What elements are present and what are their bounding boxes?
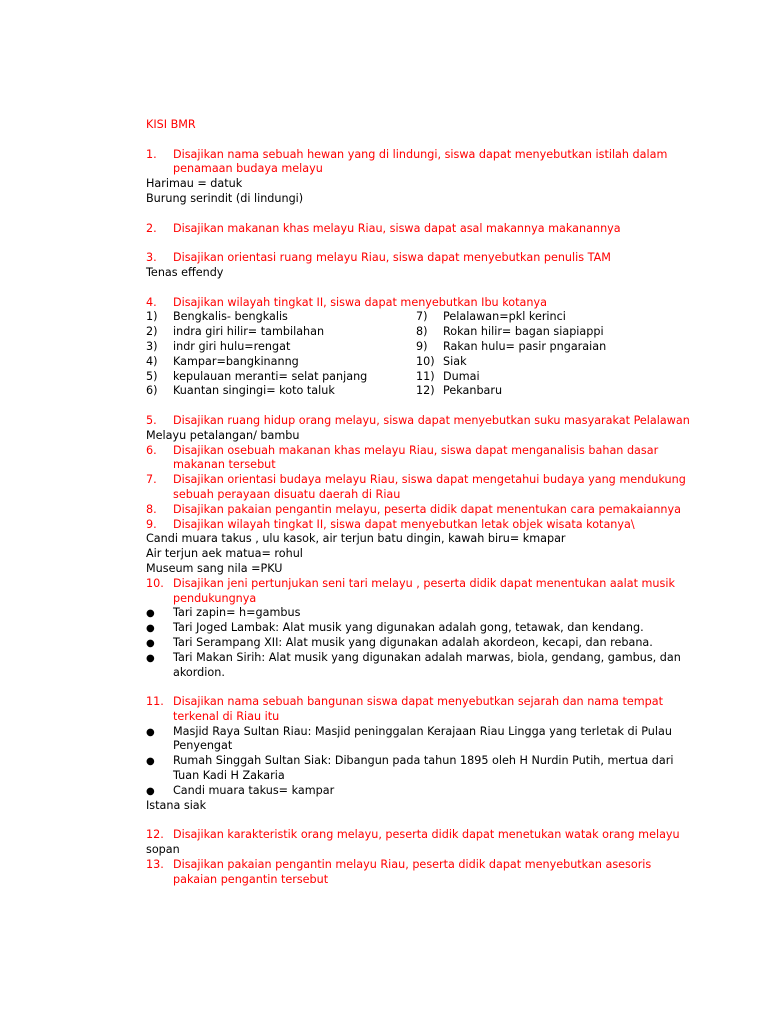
question-9 (146, 518, 666, 533)
question-7 (146, 473, 686, 488)
bullet-item-continued: Penyengat (173, 739, 233, 753)
list-item (146, 340, 367, 355)
spacer (146, 281, 666, 296)
bullet-item (146, 784, 666, 799)
list-text: indra giri hilir= tambilahan (173, 325, 325, 339)
question-2 (146, 222, 666, 237)
bullet-text: Tari Joged Lambak: Alat musik yang digunakan adalah gong, tetawak, dan kendang. (173, 621, 644, 635)
question-3 (146, 251, 666, 266)
question-number: 7. (146, 473, 157, 487)
list-number: 1) (146, 310, 158, 324)
list-number: 2) (146, 325, 158, 339)
question-8 (146, 502, 681, 518)
answer-line: Harimau = datuk (146, 177, 243, 191)
question-1 (146, 148, 666, 163)
list-text: Kuantan singingi= koto taluk (173, 384, 335, 398)
question-text: Disajikan osebuah makanan khas melayu Riau, siswa dapat menganalisis bahan dasar (173, 443, 659, 457)
list-number: 10) (416, 354, 435, 368)
list-text: Siak (443, 354, 467, 368)
list-number: 4) (146, 354, 158, 368)
list-text: Bengkalis- bengkalis (173, 310, 288, 324)
regency-capital-list (146, 310, 666, 399)
bullet-icon: ● (146, 652, 155, 664)
list-item (416, 355, 606, 370)
document-page (146, 118, 690, 887)
list-item (146, 325, 367, 340)
list-item (416, 310, 606, 325)
question-6 (146, 444, 666, 459)
question-text: Disajikan karakteristik orang melayu, peserta didik dapat menetukan watak orang melayu (173, 828, 680, 842)
spacer (146, 813, 666, 828)
bullet-icon: ● (146, 608, 155, 620)
bullet-item (146, 636, 666, 651)
question-number: 1. (146, 147, 157, 161)
answer-line: Istana siak (146, 798, 207, 812)
answer-line: Tenas effendy (146, 265, 224, 279)
question-number: 13. (146, 857, 164, 871)
question-13 (146, 858, 666, 873)
spacer (146, 207, 666, 222)
list-number: 6) (146, 384, 158, 398)
bullet-item-continued: Tuan Kadi H Zakaria (173, 769, 285, 783)
question-text: Disajikan orientasi ruang melayu Riau, siswa dapat menyebutkan penulis TAM (173, 251, 611, 265)
bullet-icon: ● (146, 756, 155, 768)
list-item (146, 384, 367, 399)
question-number: 9. (146, 517, 157, 531)
bullet-text: Tari Makan Sirih: Alat musik yang digunakan adalah marwas, biola, gendang, gambus, dan (173, 650, 681, 664)
bullet-item (146, 621, 666, 636)
question-7-continued: sebuah perayaan disuatu daerah di Riau (173, 487, 401, 501)
question-number: 10. (146, 576, 164, 590)
list-text: Dumai (443, 369, 480, 383)
question-number: 3. (146, 251, 157, 265)
list-number: 9) (416, 339, 428, 353)
list-number: 3) (146, 339, 158, 353)
question-number: 8. (146, 502, 157, 516)
bullet-text: Rumah Singgah Sultan Siak: Dibangun pada tahun 1895 oleh H Nurdin Putih, mertua dari (173, 754, 674, 768)
answer-line: Burung serindit (di lindungi) (146, 191, 304, 205)
question-11-continued: terkenal di Riau itu (173, 709, 280, 723)
spacer (146, 399, 666, 414)
list-item (146, 355, 367, 370)
question-6-continued: makanan tersebut (173, 458, 276, 472)
answer-line: Melayu petalangan/ bambu (146, 428, 300, 442)
question-text: Disajikan nama sebuah bangunan siswa dapat menyebutkan sejarah dan nama tempat (173, 695, 663, 709)
list-text: kepulauan meranti= selat panjang (173, 369, 368, 383)
bullet-item (146, 754, 674, 769)
bullet-text: Tari zapin= h=gambus (173, 606, 301, 620)
bullet-item (146, 606, 666, 621)
question-number: 2. (146, 221, 157, 235)
bullet-icon: ● (146, 726, 155, 738)
bullet-item (146, 724, 672, 740)
list-text: Rakan hulu= pasir pngaraian (443, 339, 607, 353)
list-text: Pelalawan=pkl kerinci (443, 310, 566, 324)
answer-line: sopan (146, 843, 180, 857)
question-text: Disajikan makanan khas melayu Riau, siswa dapat asal makannya makanannya (173, 221, 621, 235)
bullet-item (146, 650, 681, 666)
question-10-continued: pendukungnya (173, 591, 257, 605)
list-item (416, 384, 606, 399)
list-number: 12) (416, 384, 435, 398)
regency-list-left (146, 310, 367, 399)
question-text: Disajikan pakaian pengantin melayu Riau, peserta didik dapat menyebutkan asesoris (173, 857, 652, 871)
question-12 (146, 828, 680, 843)
question-10 (146, 576, 675, 592)
bullet-icon: ● (146, 785, 155, 797)
list-item (416, 325, 606, 340)
answer-line: Candi muara takus , ulu kasok, air terjun batu dingin, kawah biru= kmapar (146, 532, 566, 546)
spacer (146, 133, 666, 148)
question-text: Disajikan ruang hidup orang melayu, siswa dapat menyebutkan suku masyarakat Pelalawan (173, 413, 690, 427)
question-number: 5. (146, 413, 157, 427)
answer-line: Museum sang nila =PKU (146, 561, 283, 575)
list-number: 7) (416, 310, 428, 324)
bullet-item-continued: akordion. (173, 665, 225, 679)
list-item (146, 370, 367, 385)
question-1-continued: penamaan budaya melayu (173, 162, 323, 176)
question-text: Disajikan pakaian pengantin melayu, peserta didik dapat menentukan cara pemakaiannya (173, 502, 681, 516)
question-text: Disajikan nama sebuah hewan yang di lindungi, siswa dapat menyebutkan istilah dalam (173, 147, 668, 161)
spacer (146, 236, 666, 251)
question-11 (146, 695, 666, 710)
list-number: 8) (416, 325, 428, 339)
bullet-text: Masjid Raya Sultan Riau: Masjid peninggalan Kerajaan Riau Lingga yang terletak di Pulau (173, 724, 672, 738)
bullet-icon: ● (146, 637, 155, 649)
bullet-text: Candi muara takus= kampar (173, 783, 335, 797)
bullet-text: Tari Serampang XII: Alat musik yang digunakan adalah akordeon, kecapi, dan rebana. (173, 635, 653, 649)
list-number: 5) (146, 369, 158, 383)
answer-line: Air terjun aek matua= rohul (146, 547, 303, 561)
regency-list-right (416, 310, 606, 399)
list-number: 11) (416, 369, 435, 383)
list-text: Kampar=bangkinanng (173, 354, 299, 368)
list-text: Rokan hilir= bagan siapiappi (443, 325, 604, 339)
question-4 (146, 296, 666, 311)
question-text: Disajikan jeni pertunjukan seni tari melayu , peserta didik dapat menentukan aalat musik (173, 576, 675, 590)
question-text: Disajikan orientasi budaya melayu Riau, siswa dapat mengetahui budaya yang mendukung (173, 473, 686, 487)
question-text: Disajikan wilayah tingkat II, siswa dapat menyebutkan letak objek wisata kotanya\ (173, 517, 635, 531)
question-number: 4. (146, 295, 157, 309)
question-number: 6. (146, 443, 157, 457)
question-text: Disajikan wilayah tingkat II, siswa dapat menyebutkan Ibu kotanya (173, 295, 547, 309)
spacer (146, 680, 666, 695)
question-13-continued: pakaian pengantin tersebut (173, 872, 329, 886)
list-item (146, 310, 367, 325)
list-item (416, 340, 606, 355)
question-5 (146, 413, 690, 429)
question-number: 12. (146, 828, 164, 842)
bullet-icon: ● (146, 623, 155, 635)
question-number: 11. (146, 695, 164, 709)
list-text: indr giri hulu=rengat (173, 339, 291, 353)
document-title: KISI BMR (146, 118, 196, 131)
list-text: Pekanbaru (443, 384, 503, 398)
list-item (416, 370, 606, 385)
